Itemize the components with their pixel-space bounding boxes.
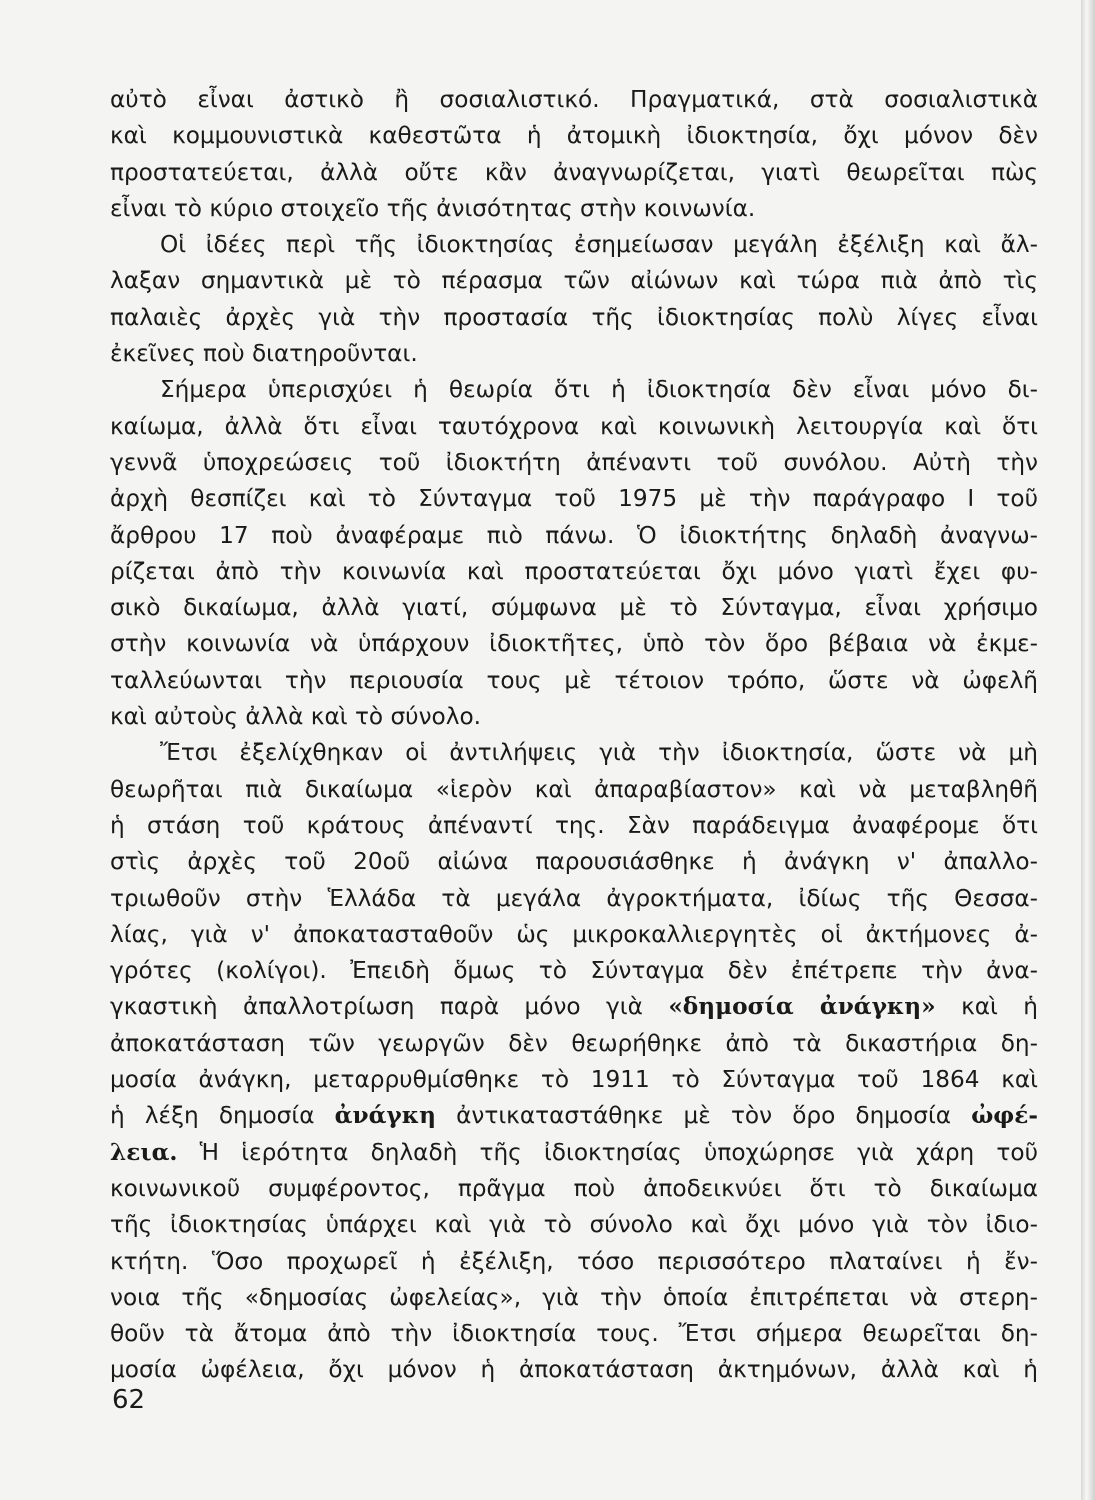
text-line bbox=[110, 917, 1038, 953]
text-line bbox=[110, 590, 1038, 626]
line-segment: τῆς ἰδιοκτησίας ὑπάρχει καὶ γιὰ τὸ σύνολο καὶ ὄχι μόνο γιὰ τὸν ἰδιο- bbox=[110, 1211, 1038, 1239]
text-line bbox=[110, 518, 1038, 554]
text-line bbox=[110, 1207, 1038, 1243]
bold-term: ὠφέ- bbox=[971, 1102, 1038, 1130]
line-segment: ἄρθρου 17 ποὺ ἀναφέραμε πιὸ πάνω. Ὁ ἰδιοκτήτης δηλαδὴ ἀναγνω- bbox=[110, 521, 1038, 549]
line-segment: θοῦν τὰ ἄτομα ἀπὸ τὴν ἰδιοκτησία τους. Ἔτσι σήμερα θεωρεῖται δη- bbox=[110, 1320, 1038, 1348]
line-segment: εἶναι τὸ κύριο στοιχεῖο τῆς ἀνισότητας στὴν κοινωνία. bbox=[110, 194, 756, 222]
line-segment: καίωμα, ἀλλὰ ὅτι εἶναι ταυτόχρονα καὶ κοινωνικὴ λειτουργία καὶ ὅτι bbox=[110, 412, 1038, 440]
line-segment: γρότες (κολίγοι). Ἐπειδὴ ὅμως τὸ Σύνταγμα δὲν ἐπέτρεπε τὴν ἀνα- bbox=[110, 957, 1038, 985]
line-segment: Ἡ ἱερότητα δηλαδὴ τῆς ἰδιοκτησίας ὑποχώρησε γιὰ χάρη τοῦ bbox=[177, 1138, 1038, 1166]
text-line bbox=[110, 481, 1038, 517]
text-line bbox=[110, 263, 1038, 299]
line-segment: μοσία ὠφέλεια, ὄχι μόνον ἡ ἀποκατάσταση ἀκτημόνων, ἀλλὰ καὶ ἡ bbox=[110, 1356, 1038, 1384]
line-segment: ἡ λέξη δημοσία bbox=[110, 1102, 335, 1130]
line-segment: γκαστικὴ ἀπαλλοτρίωση παρὰ μόνο γιὰ bbox=[110, 993, 669, 1021]
text-line bbox=[110, 881, 1038, 917]
line-segment: ἀποκατάσταση τῶν γεωργῶν δὲν θεωρήθηκε ἀπὸ τὰ δικαστήρια δη- bbox=[110, 1029, 1038, 1057]
line-segment: Ἔτσι ἐξελίχθηκαν οἱ ἀντιλήψεις γιὰ τὴν ἰδιοκτησία, ὥστε νὰ μὴ bbox=[160, 739, 1038, 767]
text-line bbox=[110, 1062, 1038, 1098]
text-line bbox=[110, 445, 1038, 481]
text-line bbox=[110, 336, 1038, 372]
line-segment: παλαιὲς ἀρχὲς γιὰ τὴν προστασία τῆς ἰδιοκτησίας πολὺ λίγες εἶναι bbox=[110, 303, 1038, 331]
text-line bbox=[110, 699, 1038, 735]
line-segment: ἐκεῖνες ποὺ διατηροῦνται. bbox=[110, 340, 418, 368]
text-line bbox=[110, 227, 1038, 263]
text-line bbox=[110, 663, 1038, 699]
text-line bbox=[110, 626, 1038, 662]
text-line bbox=[110, 554, 1038, 590]
text-line bbox=[110, 409, 1038, 445]
bold-term: «δημοσία ἀνάγκη» bbox=[668, 993, 936, 1021]
text-line bbox=[110, 1026, 1038, 1062]
line-segment: προστατεύεται, ἀλλὰ οὔτε κἂν ἀναγνωρίζεται, γιατὶ θεωρεῖται πὼς bbox=[110, 158, 1038, 186]
line-segment: Οἱ ἰδέες περὶ τῆς ἰδιοκτησίας ἐσημείωσαν μεγάλη ἐξέλιξη καὶ ἄλ- bbox=[160, 231, 1038, 259]
line-segment: ταλλεύωνται τὴν περιουσία τους μὲ τέτοιον τρόπο, ὥστε νὰ ὠφελῆ bbox=[110, 666, 1038, 694]
text-line bbox=[110, 844, 1038, 880]
line-segment: στὴν κοινωνία νὰ ὑπάρχουν ἰδιοκτῆτες, ὑπὸ τὸν ὅρο βέβαια νὰ ἐκμε- bbox=[110, 630, 1038, 658]
text-line bbox=[110, 1280, 1038, 1316]
text-line bbox=[110, 191, 1038, 227]
text-line bbox=[110, 772, 1038, 808]
line-segment: καὶ κομμουνιστικὰ καθεστῶτα ἡ ἀτομικὴ ἰδιοκτησία, ὄχι μόνον δὲν bbox=[110, 122, 1038, 150]
text-line bbox=[110, 118, 1038, 154]
line-segment: τριωθοῦν στὴν Ἑλλάδα τὰ μεγάλα ἀγροκτήματα, ἰδίως τῆς Θεσσα- bbox=[110, 884, 1038, 912]
text-line bbox=[110, 82, 1038, 118]
text-line bbox=[110, 372, 1038, 408]
text-line bbox=[110, 808, 1038, 844]
line-segment: λαξαν σημαντικὰ μὲ τὸ πέρασμα τῶν αἰώνων καὶ τώρα πιὰ ἀπὸ τὶς bbox=[110, 267, 1038, 295]
line-segment: κτήτη. Ὅσο προχωρεῖ ἡ ἐξέλιξη, τόσο περισσότερο πλαταίνει ἡ ἔν- bbox=[110, 1247, 1038, 1275]
text-line bbox=[110, 300, 1038, 336]
line-segment: κοινωνικοῦ συμφέροντος, πρᾶγμα ποὺ ἀποδεικνύει ὅτι τὸ δικαίωμα bbox=[110, 1174, 1038, 1202]
text-line bbox=[110, 989, 1038, 1025]
line-segment: γεννᾶ ὑποχρεώσεις τοῦ ἰδιοκτήτη ἀπέναντι τοῦ συνόλου. Αὐτὴ τὴν bbox=[110, 448, 1038, 476]
text-line bbox=[110, 155, 1038, 191]
text-line bbox=[110, 1352, 1038, 1388]
text-line bbox=[110, 1135, 1038, 1171]
line-segment: αὐτὸ εἶναι ἀστικὸ ἢ σοσιαλιστικό. Πραγματικά, στὰ σοσιαλιστικὰ bbox=[110, 86, 1038, 113]
line-segment: καὶ ἡ bbox=[935, 993, 1038, 1021]
line-segment: θεωρῆται πιὰ δικαίωμα «ἱερὸν καὶ ἀπαραβίαστον» καὶ νὰ μεταβληθῆ bbox=[110, 775, 1038, 803]
text-line bbox=[110, 1171, 1038, 1207]
page-edge bbox=[1081, 0, 1095, 1500]
text-line bbox=[110, 1098, 1038, 1134]
line-segment: ἀρχὴ θεσπίζει καὶ τὸ Σύνταγμα τοῦ 1975 μὲ τὴν παράγραφο Ι τοῦ bbox=[110, 485, 1038, 513]
text-line bbox=[110, 735, 1038, 771]
line-segment: καὶ αὐτοὺς ἀλλὰ καὶ τὸ σύνολο. bbox=[110, 703, 482, 731]
line-segment: λίας, γιὰ ν' ἀποκατασταθοῦν ὡς μικροκαλλιεργητὲς οἱ ἀκτήμονες ἀ- bbox=[110, 920, 1038, 948]
line-segment: μοσία ἀνάγκη, μεταρρυθμίσθηκε τὸ 1911 τὸ Σύνταγμα τοῦ 1864 καὶ bbox=[110, 1066, 1038, 1094]
text-line bbox=[110, 1244, 1038, 1280]
line-segment: νοια τῆς «δημοσίας ὠφελείας», γιὰ τὴν ὁποία ἐπιτρέπεται νὰ στερη- bbox=[110, 1283, 1038, 1311]
line-segment: ἡ στάση τοῦ κράτους ἀπέναντί της. Σὰν παράδειγμα ἀναφέρομε ὅτι bbox=[110, 811, 1038, 839]
page-number: 62 bbox=[112, 1385, 146, 1415]
line-segment: στὶς ἀρχὲς τοῦ 20οῦ αἰώνα παρουσιάσθηκε ἡ ἀνάγκη ν' ἀπαλλο- bbox=[110, 848, 1038, 876]
body-text bbox=[110, 82, 1038, 1389]
text-line bbox=[110, 1316, 1038, 1352]
line-segment: ἀντικαταστάθηκε μὲ τὸν ὅρο δημοσία bbox=[435, 1102, 952, 1130]
line-segment: σικὸ δικαίωμα, ἀλλὰ γιατί, σύμφωνα μὲ τὸ Σύνταγμα, εἶναι χρήσιμο bbox=[110, 594, 1038, 622]
bold-term: ἀνάγκη bbox=[334, 1102, 436, 1130]
line-segment: ρίζεται ἀπὸ τὴν κοινωνία καὶ προστατεύεται ὄχι μόνο γιατὶ ἔχει φυ- bbox=[110, 557, 1038, 585]
line-segment: Σήμερα ὑπερισχύει ἡ θεωρία ὅτι ἡ ἰδιοκτησία δὲν εἶναι μόνο δι- bbox=[160, 376, 1038, 404]
text-line bbox=[110, 953, 1038, 989]
bold-term: λεια. bbox=[110, 1138, 178, 1166]
